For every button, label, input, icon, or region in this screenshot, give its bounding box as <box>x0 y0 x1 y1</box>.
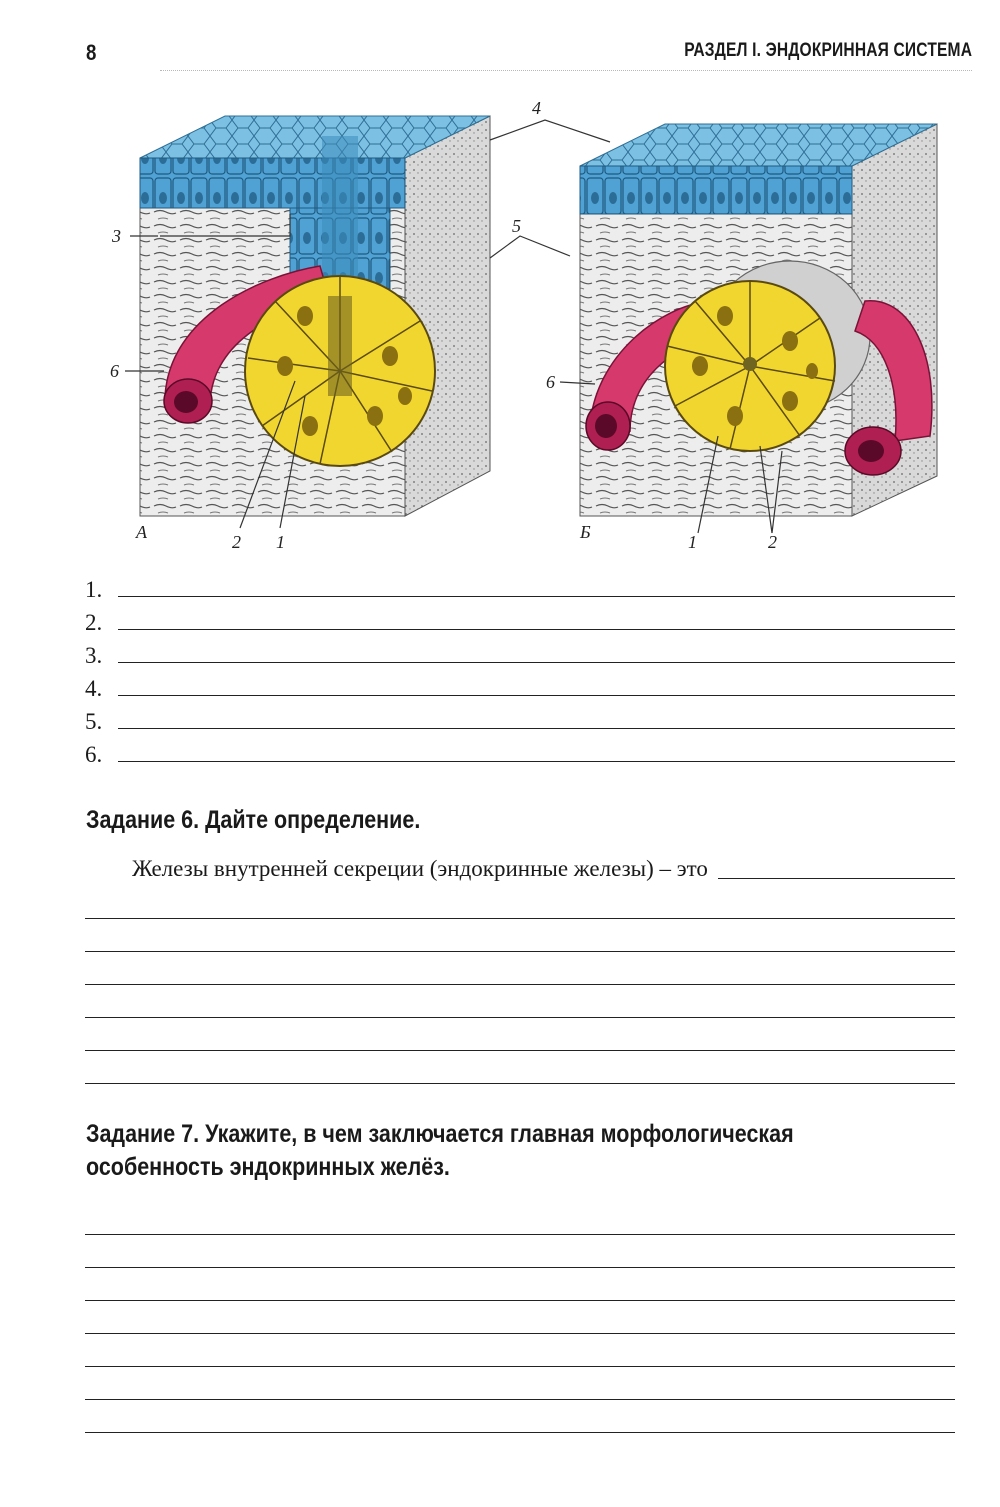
answer-line[interactable] <box>118 576 955 597</box>
task6-write-line[interactable] <box>85 1051 955 1084</box>
panel-b-label: Б <box>580 522 591 542</box>
answer-row-4 <box>85 669 955 702</box>
callout-6-a: 6 <box>110 361 119 381</box>
answer-row-5 <box>85 702 955 735</box>
task7-heading-line2: особенность эндокринных желёз. <box>86 1153 450 1181</box>
panel-b <box>560 124 937 533</box>
task6-write-line[interactable] <box>85 952 955 985</box>
callout-2-a: 2 <box>232 532 241 552</box>
header-rule <box>160 70 972 71</box>
task6-answer-line[interactable] <box>718 858 955 879</box>
panel-a-label: А <box>136 522 147 542</box>
callout-1-b: 1 <box>688 532 697 552</box>
callout-5: 5 <box>512 216 521 236</box>
answer-number: 4. <box>85 676 103 701</box>
task7-heading <box>86 1118 794 1184</box>
answer-list <box>85 570 955 768</box>
callout-6-b: 6 <box>546 372 555 392</box>
answer-row-2 <box>85 603 955 636</box>
panel-a <box>125 116 490 528</box>
task7-write-line[interactable] <box>85 1235 955 1268</box>
running-head: РАЗДЕЛ I. ЭНДОКРИННАЯ СИСТЕМА <box>684 40 972 61</box>
task6-prompt-text: Железы внутренней секреции (эндокринные железы) – это <box>132 856 708 881</box>
task7-heading-line1: Задание 7. Укажите, в чем заключается главная морфологическая <box>86 1120 794 1148</box>
callout-4: 4 <box>532 98 541 118</box>
answer-line[interactable] <box>118 708 955 729</box>
answer-line[interactable] <box>118 609 955 630</box>
callout-1-a: 1 <box>276 532 285 552</box>
answer-row-6 <box>85 735 955 768</box>
answer-number: 3. <box>85 643 103 668</box>
task7-write-line[interactable] <box>85 1202 955 1235</box>
answer-row-3 <box>85 636 955 669</box>
callout-2-b: 2 <box>768 532 777 552</box>
answer-number: 6. <box>85 742 103 767</box>
callout-3-a: 3 <box>112 226 121 246</box>
task6-write-line[interactable] <box>85 1018 955 1051</box>
gland-figure <box>100 96 960 566</box>
task7-write-line[interactable] <box>85 1268 955 1301</box>
task7-write-line[interactable] <box>85 1334 955 1367</box>
task7-write-line[interactable] <box>85 1301 955 1334</box>
task7-write-line[interactable] <box>85 1400 955 1433</box>
answer-line[interactable] <box>118 741 955 762</box>
answer-number: 1. <box>85 577 103 602</box>
answer-line[interactable] <box>118 642 955 663</box>
page-number: 8 <box>86 40 97 65</box>
task6-write-line[interactable] <box>85 886 955 919</box>
task6-prompt <box>132 856 955 882</box>
task6-write-line[interactable] <box>85 919 955 952</box>
task7-write-lines <box>85 1202 955 1433</box>
task6-heading: Задание 6. Дайте определение. <box>86 806 421 834</box>
answer-number: 2. <box>85 610 103 635</box>
task7-write-line[interactable] <box>85 1367 955 1400</box>
task6-write-line[interactable] <box>85 985 955 1018</box>
task6-write-lines <box>85 886 955 1084</box>
answer-line[interactable] <box>118 675 955 696</box>
gland-illustration <box>100 96 960 566</box>
answer-row-1 <box>85 570 955 603</box>
answer-number: 5. <box>85 709 103 734</box>
